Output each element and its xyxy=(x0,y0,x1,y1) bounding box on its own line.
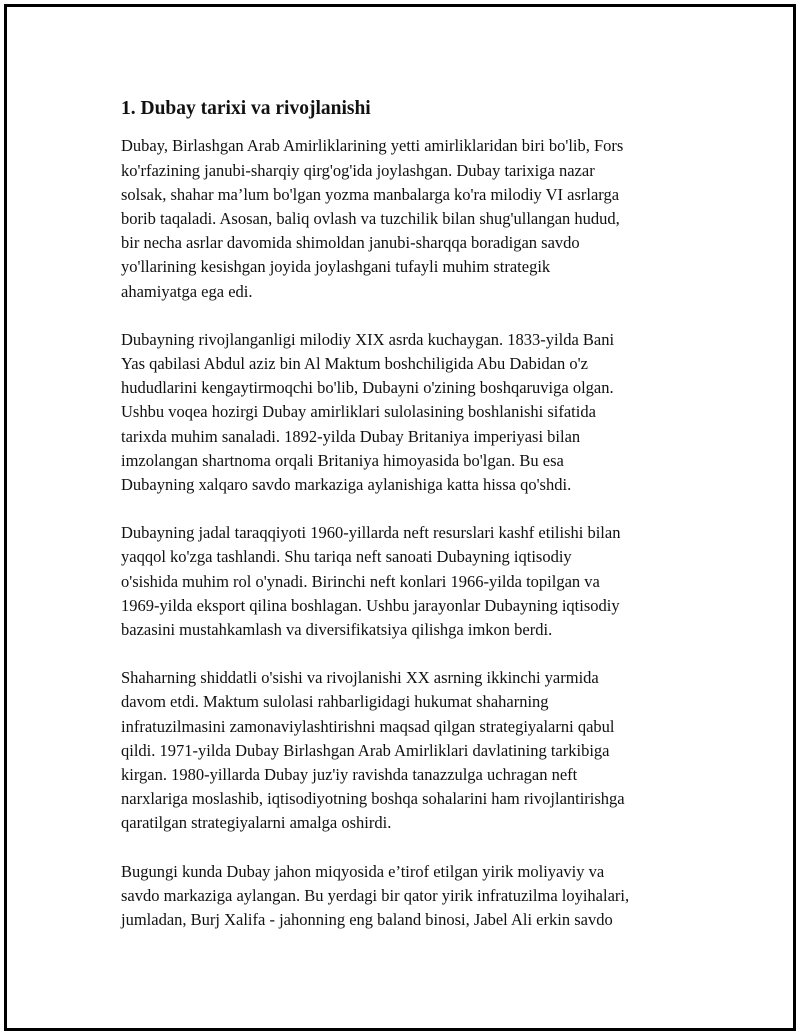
paragraph-4: Shaharning shiddatli o'sishi va rivojlanishi XX asrning ikkinchi yarmida davom etdi. Maktum sulolasi rahbarligidagi hukumat shaharning infratuzilmasini zamonaviylashtirishni maqsad qilgan strategiyalarni qabul qildi. 1971-yilda Dubay Birlashgan Arab Amirliklari davlatining tarkibiga kirgan. 1980-yillarda Dubay juz'iy ravishda tanazzulga uchragan neft narxlariga moslashib, iqtisodiyotning boshqa sohalarini ham rivojlantirishga qaratilgan strategiyalarni amalga oshirdi. xyxy=(121,668,625,833)
document-page xyxy=(4,4,796,1031)
paragraph-5: Bugungi kunda Dubay jahon miqyosida e’tirof etilgan yirik moliyaviy va savdo markaziga aylangan. Bu yerdagi bir qator yirik infratuzilma loyihalari, jumladan, Burj Xalifa - jahonning eng baland binosi, Jabel Ali erkin savdo xyxy=(121,861,630,930)
paragraph-2: Dubayning rivojlanganligi milodiy XIX asrda kuchaygan. 1833-yilda Bani Yas qabilasi Abdul aziz bin Al Maktum boshchiligida Abu Dabidan o'z hududlarini kengaytirmoqchi bo'lib, Dubayni o'zining boshqaruviga olgan. Ushbu voqea hozirgi Dubay amirliklari sulolasining boshlanishi sifatida tarixda muhim sanaladi. 1892-yilda Dubay Britaniya imperiyasi bilan imzolangan shartnoma orqali Britaniya himoyasida bo'lgan. Bu esa Dubayning xalqaro savdo markaziga aylanishiga katta hissa qo'shdi. xyxy=(121,329,615,495)
document-body xyxy=(121,97,701,956)
paragraph-1: Dubay, Birlashgan Arab Amirliklarining yetti amirliklaridan biri bo'lib, Fors ko'rfazining janubi-sharqiy qirg'og'ida joylashgan. Dubay tarixiga nazar solsak, shahar ma’lum bo'lgan yozma manbalarga ko'ra milodiy VI asrlarga borib taqaladi. Asosan, baliq ovlash va tuzchilik bilan shug'ullangan hudud, bir necha asrlar davomida shimoldan janubi-sharqqa boradigan savdo yo'llarining kesishgan joyida joylashgani tufayli muhim strategik ahamiyatga ega edi. xyxy=(121,136,624,301)
section-heading: 1. Dubay tarixi va rivojlanishi xyxy=(121,98,371,119)
paragraph-3: Dubayning jadal taraqqiyoti 1960-yillarda neft resurslari kashf etilishi bilan yaqqol ko'zga tashlandi. Shu tariqa neft sanoati Dubayning iqtisodiy o'sishida muhim rol o'ynadi. Birinchi neft konlari 1966-yilda topilgan va 1969-yilda eksport qilina boshlagan. Ushbu jarayonlar Dubayning iqtisodiy bazasini mustahkamlash va diversifikatsiya qilishga imkon berdi. xyxy=(121,523,621,640)
